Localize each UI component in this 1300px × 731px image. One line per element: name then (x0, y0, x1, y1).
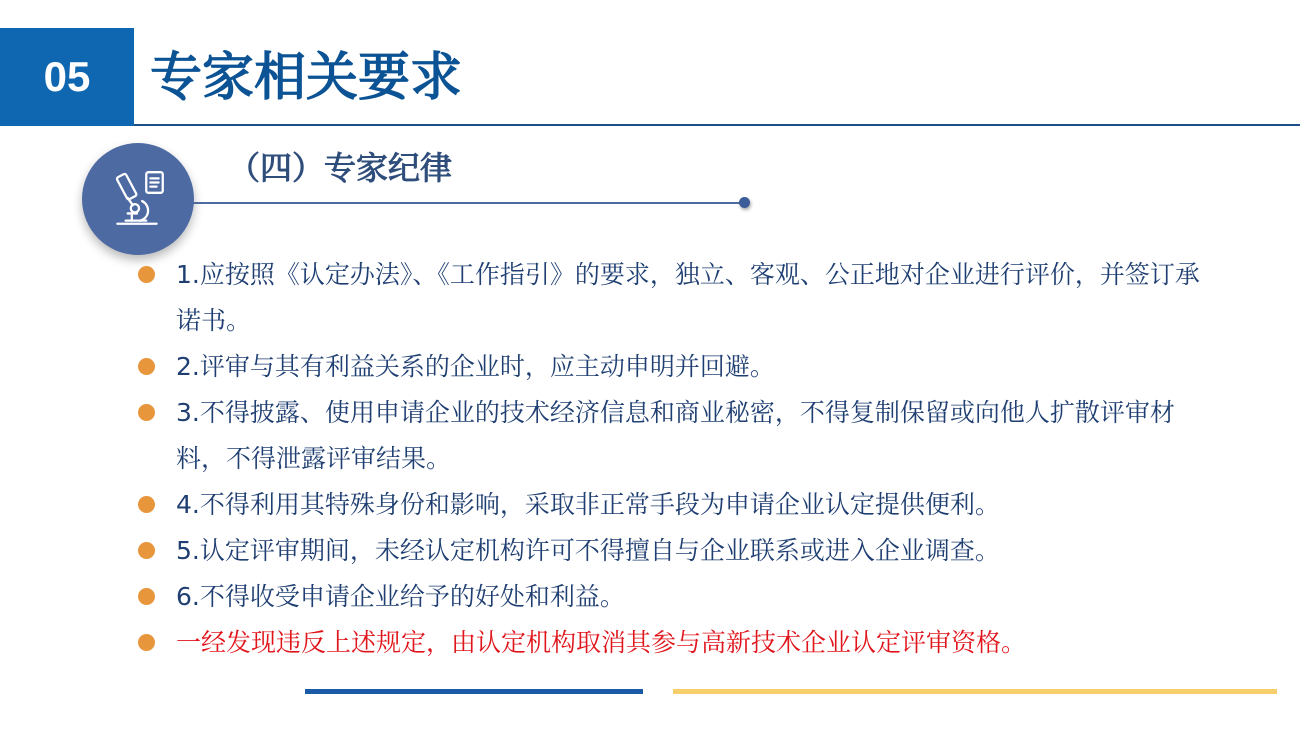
list-item (138, 528, 1218, 574)
list-item (138, 390, 1218, 482)
subtitle-underline (192, 202, 742, 204)
warning-item (138, 620, 1218, 666)
list-item-text: 2.评审与其有利益关系的企业时，应主动申明并回避。 (176, 352, 775, 381)
section-number-badge (0, 28, 134, 126)
footer-bar-yellow (673, 689, 1277, 694)
list-item-text: 6.不得收受申请企业给予的好处和利益。 (176, 582, 625, 611)
bullet-dot (138, 496, 155, 513)
list-item-text: 4.不得利用其特殊身份和影响，采取非正常手段为申请企业认定提供便利。 (176, 490, 1000, 519)
bullet-dot (138, 266, 155, 283)
list-item-text: 1.应按照《认定办法》、《工作指引》的要求，独立、客观、公正地对企业进行评价，并签订承诺书。 (176, 260, 1200, 335)
page-title: 专家相关要求 (150, 48, 463, 108)
microscope-icon (105, 166, 171, 232)
list-item (138, 344, 1218, 390)
bullet-dot (138, 358, 155, 375)
list-item (138, 252, 1218, 344)
list-item-text: 3.不得披露、使用申请企业的技术经济信息和商业秘密，不得复制保留或向他人扩散评审材料，不得泄露评审结果。 (176, 398, 1175, 473)
bullet-dot (138, 634, 155, 651)
footer-bar-blue (305, 689, 643, 694)
list-item (138, 482, 1218, 528)
list-item-text: 5.认定评审期间，未经认定机构许可不得擅自与企业联系或进入企业调查。 (176, 536, 1000, 565)
rules-list (138, 252, 1218, 666)
header-divider (134, 124, 1300, 126)
warning-text: 一经发现违反上述规定，由认定机构取消其参与高新技术企业认定评审资格。 (176, 628, 1027, 657)
list-item (138, 574, 1218, 620)
bullet-dot (138, 542, 155, 559)
section-icon-badge (82, 143, 194, 255)
section-number: 05 (43, 53, 91, 100)
underline-end-dot (739, 197, 750, 208)
bullet-dot (138, 588, 155, 605)
bullet-dot (138, 404, 155, 421)
section-subtitle: （四）专家纪律 (228, 149, 453, 187)
